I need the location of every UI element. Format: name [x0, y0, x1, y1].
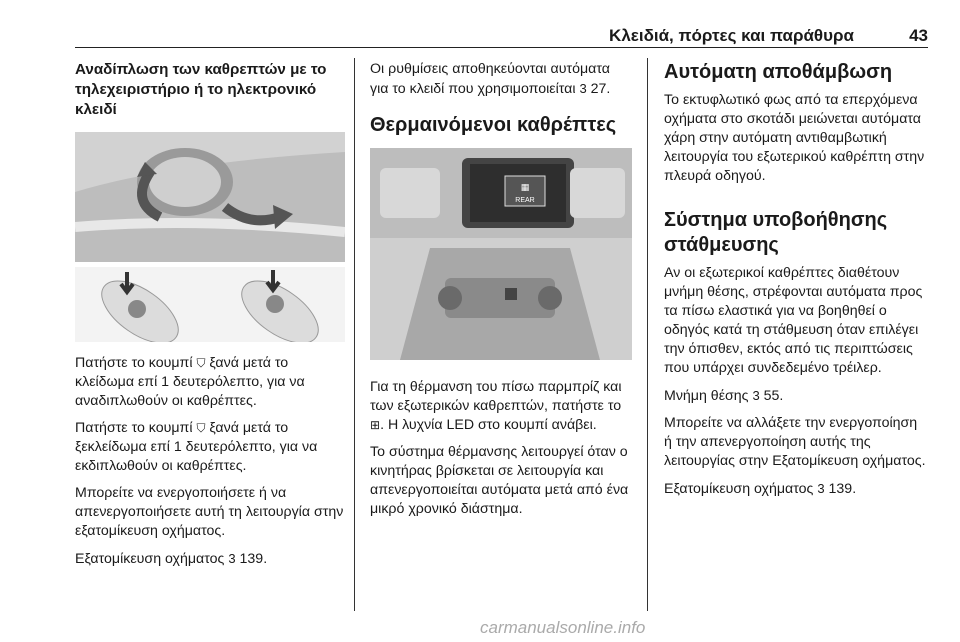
column-divider-1 — [354, 58, 355, 611]
section-heading-parking-assist: Σύστημα υποβοήθησης στάθμευσης — [664, 209, 888, 256]
paragraph-change-activation: Μπορείτε να αλλάξετε την ενεργοποίηση ή την απενεργοποίηση αυτής της λειτουργίας στην Εξατομίκευση οχήματος. — [664, 415, 926, 469]
reference-link[interactable]: 55. — [763, 388, 784, 404]
paragraph-heating-system: Το σύστημα θέρμανσης λειτουργεί όταν ο κινητήρας βρίσκεται σε λειτουργία και απενεργοποιείται αυτόματα μετά από ένα μικρό χρονικό διάστημα. — [370, 444, 629, 517]
column-middle — [370, 60, 632, 527]
rear-button-label: REAR — [515, 197, 535, 204]
rear-defrost-button — [505, 176, 545, 206]
paragraph-personalization-ref: Εξατομίκευση οχήματος 3 139. — [664, 481, 857, 497]
reference-arrow-icon: 3 — [579, 81, 587, 96]
svg-text:▦: ▦ — [520, 183, 530, 193]
page-number: 43 — [909, 26, 928, 45]
reference-link[interactable]: 27. — [590, 81, 611, 97]
page-title: Κλειδιά, πόρτες και παράθυρα — [609, 26, 854, 45]
reference-link[interactable]: 139. — [828, 481, 857, 497]
page-header — [75, 26, 928, 46]
mirror-folding-illustration — [75, 132, 345, 342]
paragraph-unfold: Πατήστε το κουμπί ⛉ ξανά μετά το ξεκλείδωμα επί 1 δευτερόλεπτο, για να εκδιπλωθούν οι καθρέπτες. — [75, 420, 318, 474]
reference-arrow-icon: 3 — [752, 388, 760, 403]
header-rule — [75, 47, 928, 48]
column-divider-2 — [647, 58, 648, 611]
paragraph-auto-dimming: Το εκτυφλωτικό φως από τα επερχόμενα οχήματα στο σκοτάδι μειώνεται αυτόματα χάρη στην αυτόματη αντιθαμβωτική λειτουργία του εξωτερικού καθρέπτη στην πλευρά οδηγού. — [664, 92, 925, 184]
paragraph-heating-instructions: Για τη θέρμανση του πίσω παρμπρίζ και των εξωτερικών καθρεπτών, πατήστε το ⊞. Η λυχνία LED στο κουμπί ανάβει. — [370, 379, 622, 433]
paragraph-memory-ref: Μνήμη θέσης 3 55. — [664, 388, 784, 404]
section-heading-heated-mirrors: Θερμαινόμενοι καθρέπτες — [370, 114, 617, 136]
lock-icon: ⛉ — [196, 356, 206, 370]
unlock-icon: ⛉ — [196, 421, 206, 435]
section-heading-mirror-folding: Αναδίπλωση των καθρεπτών με το τηλεχειριστήριο ή το ηλεκτρονικό κλειδί — [75, 61, 327, 118]
rear-defrost-icon: ⊞ — [370, 418, 381, 432]
column-right — [664, 60, 928, 507]
section-heading-auto-dimming: Αυτόματη αποθάμβωση — [664, 61, 893, 83]
paragraph-parking-assist: Αν οι εξωτερικοί καθρέπτες διαθέτουν μνήμη θέσης, στρέφονται αυτόματα προς τα πίσω ελαστικά για να βοηθηθεί ο οδηγός κατά τη στάθμευση όταν επιλέγει την όπισθεν, εκτός από τις περιπτώσεις που υπάρχει συνδεδεμένο τρέιλερ. — [664, 265, 923, 376]
reference-link[interactable]: 139. — [239, 551, 268, 567]
reference-arrow-icon: 3 — [228, 551, 236, 566]
column-left — [75, 60, 345, 577]
watermark: carmanualsonline.info — [480, 618, 646, 637]
paragraph-fold: Πατήστε το κουμπί ⛉ ξανά μετά το κλείδωμα επί 1 δευτερόλεπτο, για να αναδιπλωθούν οι καθρέπτες. — [75, 355, 305, 409]
reference-arrow-icon: 3 — [817, 481, 825, 496]
paragraph-activation: Μπορείτε να ενεργοποιήσετε ή να απενεργοποιήσετε αυτή τη λειτουργία στην εξατομίκευση οχήματος. — [75, 485, 344, 539]
paragraph-personalization-ref: Εξατομίκευση οχήματος 3 139. — [75, 551, 268, 567]
dashboard-illustration — [370, 148, 632, 360]
paragraph-settings-saved: Οι ρυθμίσεις αποθηκεύονται αυτόματα για το κλειδί που χρησιμοποιείται 3 27. — [370, 61, 611, 97]
